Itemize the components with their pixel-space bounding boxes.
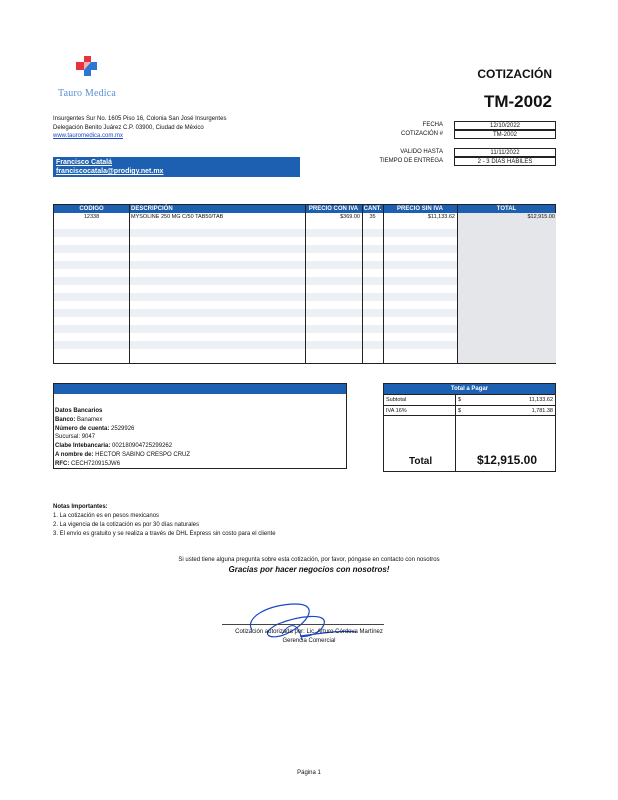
- document-type-title: COTIZACIÓN: [477, 67, 552, 81]
- bank-clabe: 002180904725299262: [112, 443, 173, 450]
- row-cant: 35: [369, 214, 376, 220]
- total-value: $12,915.00: [476, 453, 537, 467]
- cotizacion-value: TM-2002: [454, 130, 556, 139]
- signature-authorized-by: Cotización autorizada por: Lic. Arturo Córdova Martínez: [235, 629, 383, 635]
- bank-details: Datos Bancarios Banco: Banamex Número de cuenta: 2529926 Sucursal: 9047 Clabe Intebancaria: 002180904725299262 A nombre de: HECTOR SABINO CRESPO CRUZ RFC: CECH720915JW6: [55, 408, 191, 467]
- total-column-shade: [457, 213, 556, 363]
- client-email[interactable]: franciscocatala@prodigy.net.mx: [56, 168, 164, 175]
- entrega-value: 2 - 3 DÍAS HÁBILES: [454, 157, 556, 166]
- bank-account: 2529926: [111, 425, 135, 432]
- note-item: 3. El envío es gratuito y se realiza a través de DHL Express sin costo para el cliente: [53, 531, 276, 537]
- row-total: $12,915.00: [527, 214, 555, 220]
- medical-cross-icon: [76, 56, 97, 76]
- important-notes: [53, 503, 276, 539]
- cotizacion-label: COTIZACIÓN #: [400, 131, 443, 137]
- header-cant: CANT.: [363, 206, 382, 212]
- header-descripcion: DESCRIPCIÓN: [131, 206, 173, 212]
- client-name: Francisco Catalá: [56, 159, 113, 166]
- contact-message: Si usted tiene alguna pregunta sobre esta cotización, por favor, póngase en contacto con nosotros: [178, 557, 440, 563]
- signature-block: [0, 628, 618, 646]
- bank-header-bar: [54, 384, 346, 394]
- subtotal-row: Subtotal $ 11,133.62: [384, 394, 555, 405]
- page-number: Página 1: [297, 770, 321, 776]
- iva-value: 1,781.38: [531, 408, 553, 414]
- note-item: 2. La vigencia de la cotización es por 30 días naturales: [53, 522, 200, 528]
- entrega-label: TIEMPO DE ENTREGA: [379, 158, 443, 164]
- thanks-message: Gracias por hacer negocios con nosotros!: [228, 565, 390, 574]
- subtotal-value: 11,133.62: [528, 397, 553, 403]
- document-number: TM-2002: [483, 92, 552, 111]
- row-codigo: 12338: [83, 214, 100, 220]
- valido-label: VALIDO HASTA: [400, 149, 443, 155]
- bank-info-box: [53, 383, 347, 469]
- row-descripcion: MYSOLINE 250 MG C/50 TAB50/TAB: [131, 214, 224, 220]
- items-table: [53, 204, 556, 364]
- header-precio-sin-iva: PRECIO SIN IVA: [397, 206, 443, 212]
- bank-branch: 9047: [81, 434, 96, 441]
- payment-summary-box: [383, 383, 556, 472]
- bank-name: Banamex: [77, 416, 103, 423]
- signature-line: [222, 624, 384, 625]
- note-item: 1. La cotización es en pesos mexicanos: [53, 513, 160, 519]
- client-info-box: [53, 157, 300, 177]
- total-label: Total: [409, 456, 433, 467]
- company-address: [53, 115, 226, 141]
- bank-title: Datos Bancarios: [55, 408, 103, 414]
- bank-holder: HECTOR SABINO CRESPO CRUZ: [95, 451, 191, 458]
- address-line-1: Insurgentes Sur No. 1605 Piso 16, Colonia San José Insurgentes: [53, 116, 227, 122]
- bank-rfc: CECH720915JW6: [71, 460, 121, 467]
- fecha-label: FECHA: [422, 122, 443, 128]
- address-line-2: Delegación Benito Juárez C.P. 03900, Ciudad de México: [53, 124, 204, 131]
- header-precio-iva: PRECIO CON IVA: [308, 206, 359, 212]
- signature-department: Gerencia Comercial: [282, 638, 336, 644]
- fecha-value: 12/10/2022: [454, 121, 556, 130]
- iva-row: IVA 16% $ 1,781.38: [384, 405, 555, 416]
- row-precio-iva: $369.00: [340, 214, 360, 220]
- payment-title: Total a Pagar: [384, 384, 555, 394]
- notes-title: Notas Importantes:: [53, 504, 108, 510]
- row-precio-sin-iva: $11,133.62: [427, 214, 455, 220]
- header-codigo: CODIGO: [79, 206, 104, 212]
- company-website-link[interactable]: www.tauromedica.com.mx: [53, 133, 124, 139]
- valido-value: 11/11/2022: [454, 148, 556, 157]
- logo-brand-text: Tauro Medica: [58, 88, 117, 99]
- header-total: TOTAL: [496, 206, 517, 212]
